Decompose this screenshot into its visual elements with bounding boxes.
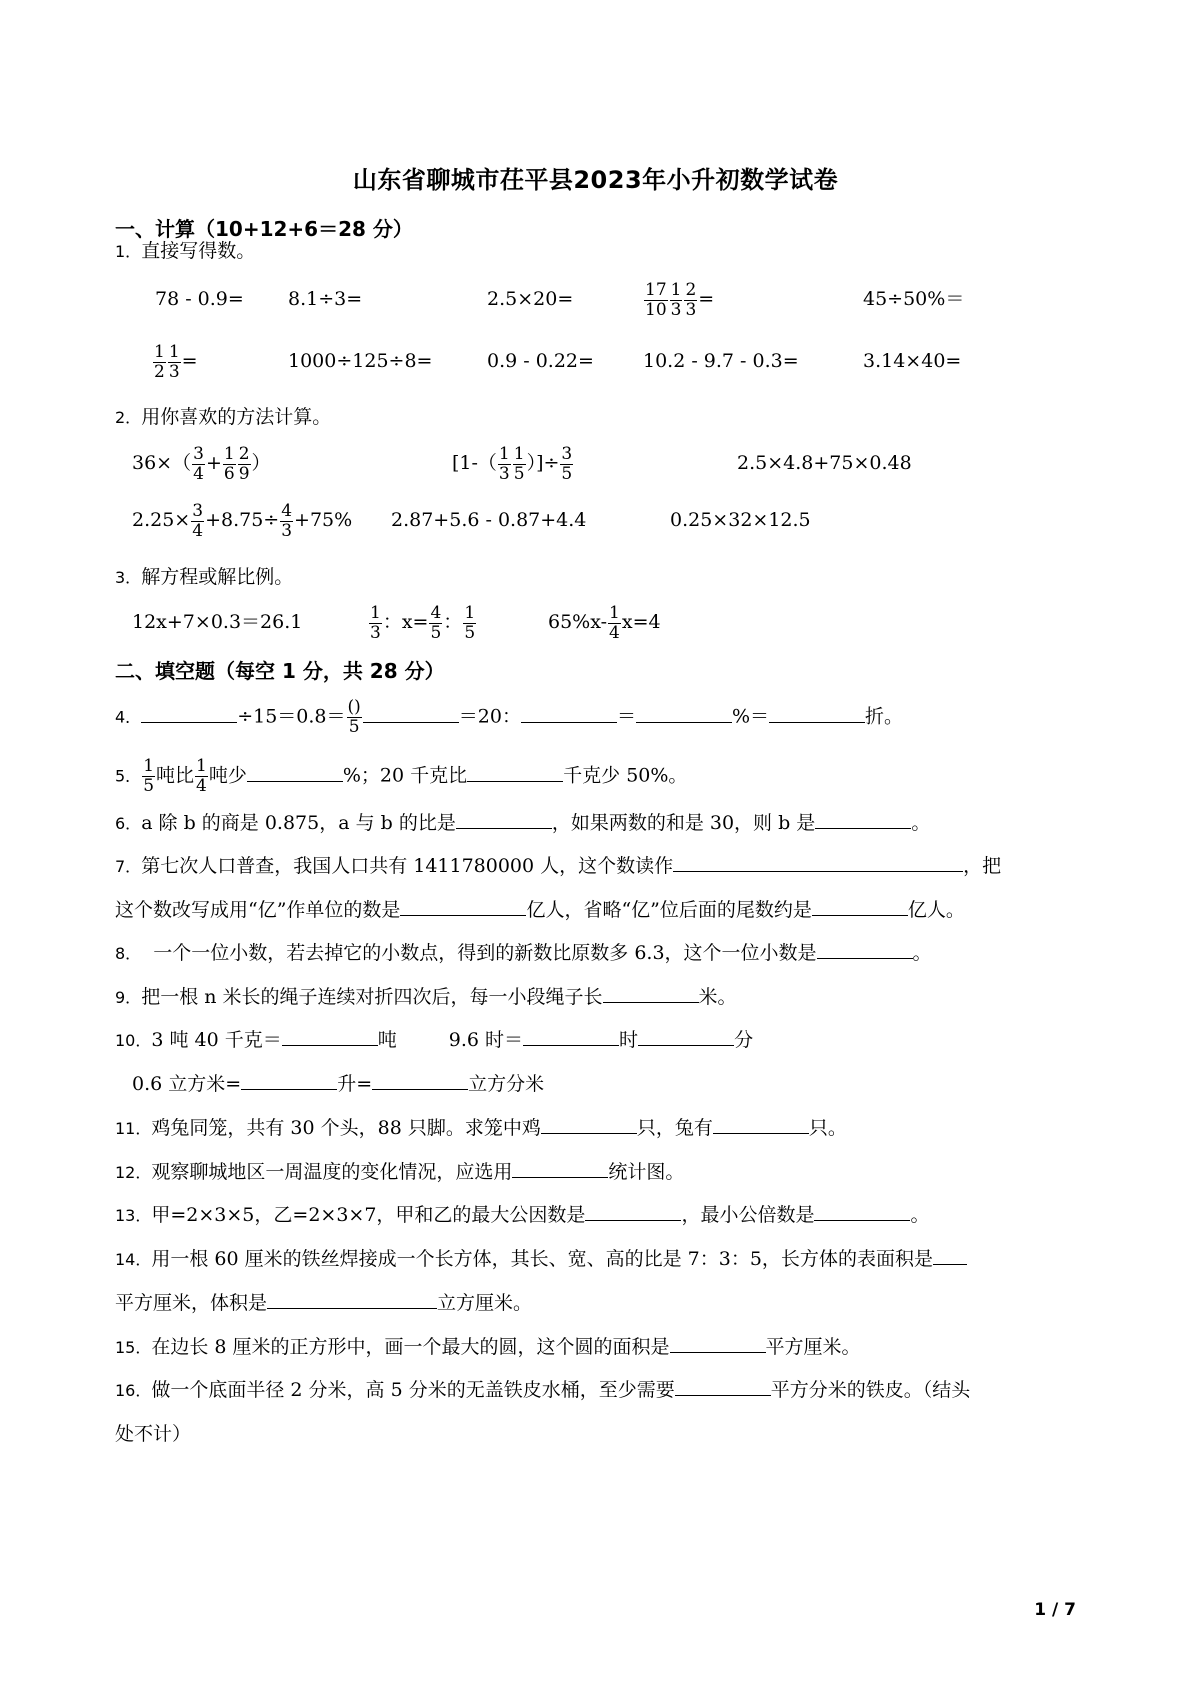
q2-expr-5: 2.87+5.6 - 0.87+4.4 [391, 509, 587, 531]
question-9: 9．把一根 n 米长的绳子连续对折四次后，每一小段绳子长 米。 [115, 986, 737, 1008]
answer-blank[interactable] [267, 1290, 437, 1309]
q3-expr-2: $\frac{1}{3}$ ：x= $\frac{4}{5}$ ： $\frac{1}{5}$ [370, 602, 476, 643]
q1-item-5: 45÷50%＝ [863, 288, 965, 310]
answer-blank[interactable] [636, 704, 732, 723]
question-6: 6．a 除 b 的商是 0.875，a 与 b 的比是 ，如果两数的和是 30，则 b 是 。 [115, 812, 931, 834]
answer-blank[interactable] [675, 1377, 771, 1396]
answer-blank[interactable] [467, 763, 563, 782]
question-7-line-2: 这个数改写成用“亿”作单位的数是 亿人，省略“亿”位后面的尾数约是 亿人。 [115, 899, 965, 921]
answer-blank[interactable] [603, 984, 699, 1003]
question-16-line-2: 处不计） [115, 1423, 192, 1445]
fraction: $\frac{4}{5}$ [430, 602, 442, 643]
fraction: $\frac{()}{5}$ [347, 697, 361, 737]
q1-item-4: $\frac{17}{10}$ $\frac{1}{3}$ $\frac{2}{3}$ = [645, 279, 715, 320]
fraction: $\frac{3}{5}$ [561, 443, 573, 484]
section-heading-2: 二、填空题（每空 1 分，共 28 分） [115, 659, 445, 683]
question-11: 11．鸡兔同笼，共有 30 个头，88 只脚。求笼中鸡 只，兔有 只。 [115, 1117, 847, 1139]
question-1: 1．直接写得数。 [115, 240, 256, 262]
question-3: 3．解方程或解比例。 [115, 566, 294, 588]
answer-blank[interactable] [521, 704, 617, 723]
question-2: 2．用你喜欢的方法计算。 [115, 406, 332, 428]
answer-blank[interactable] [638, 1027, 734, 1046]
question-5: 5． $\frac{1}{5}$ 吨比 $\frac{1}{4}$ 吨少 %；20 千克比 千克少 50%。 [115, 756, 688, 796]
answer-blank[interactable] [141, 704, 237, 723]
answer-blank[interactable] [512, 1159, 608, 1178]
question-12: 12．观察聊城地区一周温度的变化情况，应选用 统计图。 [115, 1161, 685, 1183]
q1-item-2: 8.1÷3= [288, 288, 363, 310]
q1-item-6: $\frac{1}{2}$ $\frac{1}{3}$ = [154, 341, 198, 382]
fraction: $\frac{1}{5}$ [464, 602, 476, 643]
answer-blank[interactable] [673, 853, 963, 872]
answer-blank[interactable] [247, 763, 343, 782]
answer-blank[interactable] [814, 1202, 910, 1221]
fraction: $\frac{1}{3}$ [670, 279, 682, 320]
q1-item-7: 1000÷125÷8= [288, 350, 433, 372]
answer-blank[interactable] [585, 1202, 681, 1221]
fraction: $\frac{1}{2}$ [154, 341, 165, 382]
answer-blank[interactable] [541, 1115, 637, 1134]
question-16: 16．做一个底面半径 2 分米，高 5 分米的无盖铁皮水桶，至少需要 平方分米的铁皮。（结头 [115, 1379, 971, 1401]
answer-blank[interactable] [523, 1027, 619, 1046]
answer-blank[interactable] [769, 704, 865, 723]
question-10-line-2: 0.6 立方米= 升= 立方分米 [132, 1073, 545, 1095]
answer-blank[interactable] [372, 1071, 468, 1090]
question-13: 13．甲=2×3×5，乙=2×3×7，甲和乙的最大公因数是 ，最小公倍数是 。 [115, 1204, 930, 1226]
question-14-line-2: 平方厘米，体积是 立方厘米。 [115, 1292, 533, 1314]
fraction: $\frac{1}{5}$ [143, 756, 155, 796]
page-title: 山东省聊城市茌平县2023年小升初数学试卷 [352, 166, 839, 194]
question-15: 15．在边长 8 厘米的正方形中，画一个最大的圆，这个圆的面积是 平方厘米。 [115, 1336, 861, 1358]
question-7: 7．第七次人口普查，我国人口共有 1411780000 人，这个数读作 ，把 [115, 855, 1002, 877]
q1-item-3: 2.5×20= [487, 288, 574, 310]
q3-expr-1: 12x+7×0.3＝26.1 [132, 611, 303, 633]
fraction: $\frac{1}{6}$ [223, 443, 235, 484]
fraction: $\frac{2}{3}$ [685, 279, 697, 320]
q2-expr-6: 0.25×32×12.5 [670, 509, 811, 531]
q2-expr-1: 36×（ $\frac{3}{4}$ + $\frac{1}{6}$ $\frac{2}{9}$ ） [132, 443, 271, 484]
answer-blank[interactable] [241, 1071, 337, 1090]
fraction: $\frac{1}{4}$ [609, 602, 620, 643]
question-10: 10．3 吨 40 千克＝ 吨 9.6 时＝ 时 分 [115, 1029, 754, 1051]
fraction: $\frac{3}{4}$ [192, 500, 204, 541]
answer-blank[interactable] [933, 1246, 967, 1265]
q1-item-8: 0.9 - 0.22= [487, 350, 594, 372]
answer-blank[interactable] [817, 940, 913, 959]
answer-blank[interactable] [815, 810, 911, 829]
question-4: 4． ÷15＝0.8＝ $\frac{()}{5}$ ＝20： ＝ %＝ 折。 [115, 697, 904, 737]
fraction: $\frac{1}{3}$ [168, 341, 180, 382]
q3-expr-3: 65%x- $\frac{1}{4}$ x=4 [548, 602, 661, 643]
q2-expr-2: [1-（ $\frac{1}{3}$ $\frac{1}{5}$ ）]÷ $\frac{3}{5}$ [452, 443, 573, 484]
section-heading-1: 一、计算（10+12+6＝28 分） [115, 217, 413, 241]
fraction: $\frac{1}{3}$ [498, 443, 510, 484]
answer-blank[interactable] [713, 1115, 809, 1134]
q1-item-1: 78 - 0.9= [155, 288, 244, 310]
fraction: $\frac{17}{10}$ [645, 279, 667, 320]
answer-blank[interactable] [670, 1334, 766, 1353]
answer-blank[interactable] [363, 704, 459, 723]
answer-blank[interactable] [456, 810, 552, 829]
q2-expr-4: 2.25× $\frac{3}{4}$ +8.75÷ $\frac{4}{3}$ +75% [132, 500, 353, 541]
q1-item-10: 3.14×40= [863, 350, 962, 372]
fraction: $\frac{1}{3}$ [370, 602, 381, 643]
answer-blank[interactable] [400, 897, 526, 916]
q1-item-9: 10.2 - 9.7 - 0.3= [643, 350, 799, 372]
fraction: $\frac{1}{5}$ [513, 443, 525, 484]
answer-blank[interactable] [812, 897, 908, 916]
answer-blank[interactable] [282, 1027, 378, 1046]
page-number: 1 / 7 [1034, 1600, 1076, 1620]
q2-expr-3: 2.5×4.8+75×0.48 [737, 452, 912, 474]
fraction: $\frac{1}{4}$ [196, 756, 207, 796]
fraction: $\frac{2}{9}$ [238, 443, 250, 484]
fraction: $\frac{4}{3}$ [281, 500, 293, 541]
question-8: 8． 一个一位小数，若去掉它的小数点，得到的新数比原数多 6.3，这个一位小数是 。 [115, 942, 932, 964]
question-14: 14．用一根 60 厘米的铁丝焊接成一个长方体，其长、宽、高的比是 7：3：5，长方体的表面积是 [115, 1244, 967, 1271]
fraction: $\frac{3}{4}$ [193, 443, 204, 484]
